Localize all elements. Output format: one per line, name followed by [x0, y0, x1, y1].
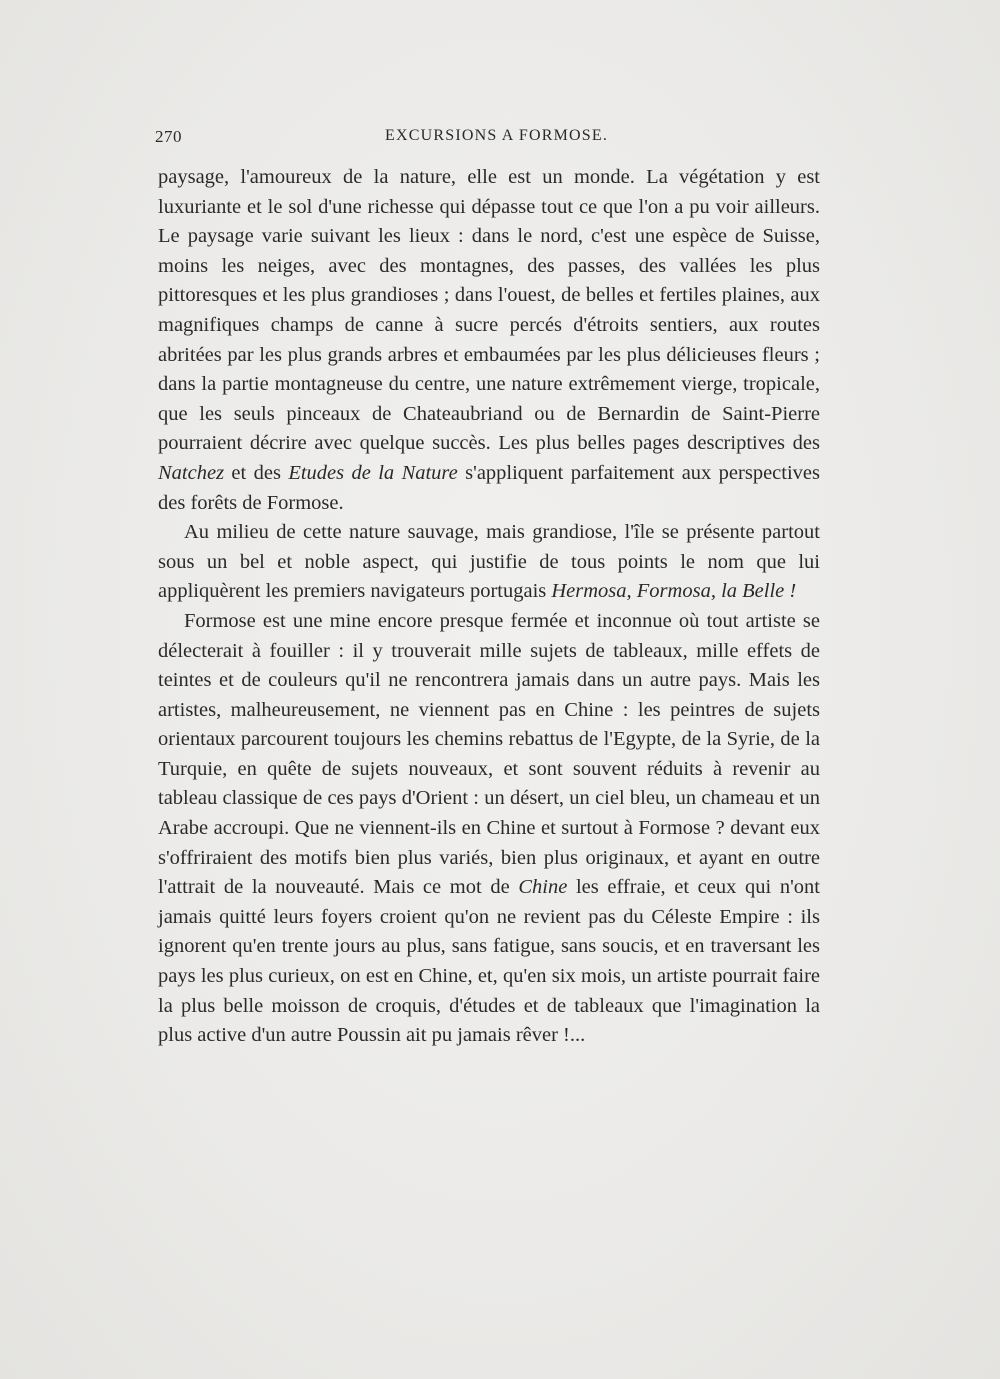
italic-hermosa-formosa: Hermosa, Formosa, la Belle !	[551, 580, 797, 603]
paragraph-3-run-3: les effraie, et ceux qui n'ont jamais quitté leurs foyers croient qu'on ne revient pas du Céleste Empire : ils ignorent qu'en trente jours au plus, sans fatigue, sans soucis, et en traversant les pays les plus curieux, on est en Chine, et, qu'en six mois, un artiste pourrait faire la plus belle moisson de croquis, d'études et de tableaux que l'imagination la plus active d'un autre Poussin ait pu jamais rêver !...	[158, 876, 821, 1047]
running-head	[155, 127, 820, 151]
running-title: EXCURSIONS A FORMOSE.	[385, 127, 609, 144]
paragraph-2	[158, 518, 820, 607]
paragraph-1-run-1: paysage, l'amoureux de la nature, elle est un monde. La végétation y est luxuriante et le sol d'une richesse qui dépasse tout ce que l'on a pu voir ailleurs. Le paysage varie suivant les lieux : dans le nord, c'est une espèce de Suisse, moins les neiges, avec des montagnes, des passes, des vallées les plus pittoresques et les plus grandioses ; dans l'ouest, de belles et fertiles plaines, aux magnifiques champs de canne à sucre percés d'étroits sentiers, aux routes abritées par les plus grands arbres et embaumées par les plus délicieuses fleurs ; dans la partie montagneuse du centre, une nature extrêmement vierge, tropicale, que les seuls pinceaux de Chateaubriand ou de Bernardin de Saint-Pierre pourraient décrire avec quelque succès. Les plus belles pages descriptives des	[158, 166, 820, 455]
page-number: 270	[155, 127, 182, 146]
italic-natchez: Natchez	[158, 461, 225, 484]
paragraph-1-run-5: s'appliquent parfaitement aux perspectives des forêts de Formose.	[158, 461, 821, 514]
body-text	[158, 163, 820, 1051]
italic-etudes-de-la-nature: Etudes de la Nature	[288, 461, 458, 484]
paragraph-1-run-3: et des	[224, 461, 289, 484]
paragraph-1	[158, 163, 820, 518]
italic-chine: Chine	[518, 876, 568, 899]
paragraph-3	[158, 607, 820, 1051]
paragraph-3-run-1: Formose est une mine encore presque fermée et inconnue où tout artiste se délecterait à fouiller : il y trouverait mille sujets de tableaux, mille effets de teintes et de couleurs qu'il ne rencontrera jamais dans un autre pays. Mais les artistes, malheureusement, ne viennent pas en Chine : les peintres de sujets orientaux parcourent toujours les chemins rebattus de l'Egypte, de la Syrie, de la Turquie, en quête de sujets nouveaux, et sont souvent réduits à revenir au tableau classique de ces pays d'Orient : un désert, un ciel bleu, un chameau et un Arabe accroupi. Que ne viennent-ils en Chine et surtout à Formose ? devant eux s'offriraient des motifs bien plus variés, bien plus originaux, et ayant en outre l'attrait de la nouveauté. Mais ce mot de	[158, 609, 820, 899]
paragraph-2-run-1: Au milieu de cette nature sauvage, mais grandiose, l'île se présente partout sous un bel et noble aspect, qui justifie de tous points le nom que lui appliquèrent les premiers navigateurs portugais	[158, 521, 820, 603]
